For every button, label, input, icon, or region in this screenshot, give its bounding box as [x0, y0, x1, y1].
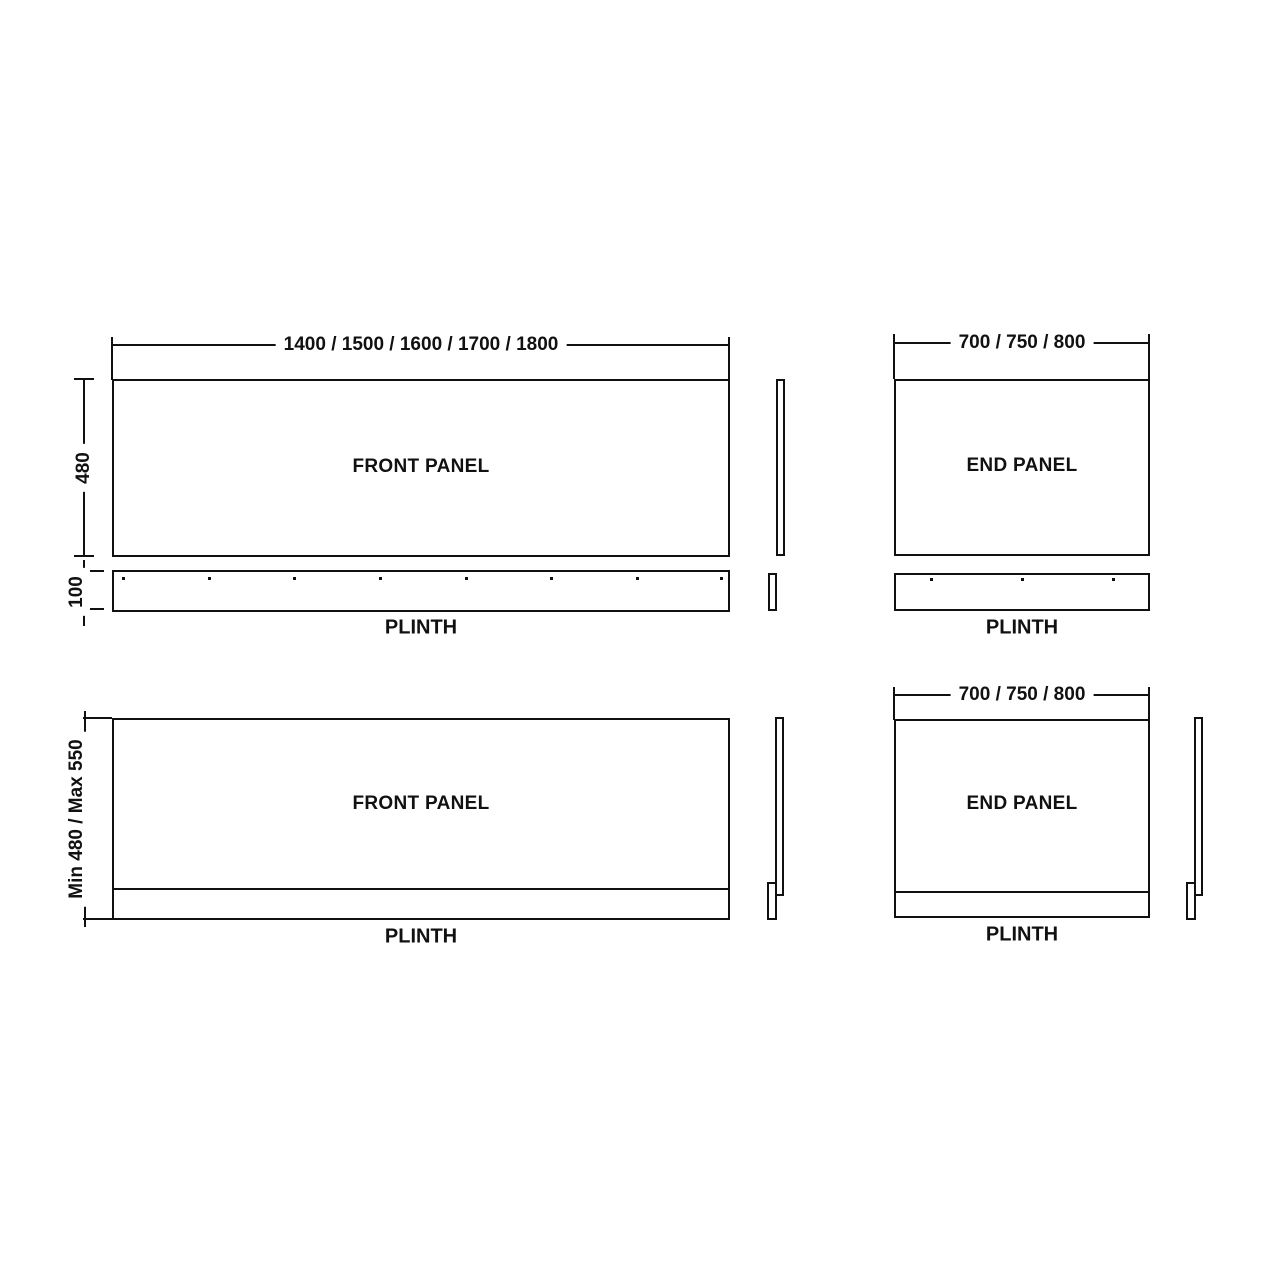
- end-panel-with-plinth-box: [894, 719, 1150, 918]
- plinth-height-dimension: 100: [64, 568, 90, 616]
- extension-line: [83, 717, 112, 719]
- dimension-tick: [88, 608, 104, 610]
- dimension-tick: [74, 378, 94, 380]
- fixing-dot: [720, 577, 723, 580]
- extension-line: [893, 334, 895, 379]
- plinth-caption: PLINTH: [985, 616, 1059, 639]
- fixing-dot: [379, 577, 382, 580]
- panel-side-profile: [776, 379, 785, 556]
- fixing-dot: [1021, 578, 1024, 581]
- end-panel-width-dimension: 700 / 750 / 800: [951, 332, 1094, 354]
- panel-side-profile: [1194, 717, 1203, 896]
- extension-line: [893, 687, 895, 720]
- extension-line: [1148, 334, 1150, 379]
- panel-side-profile: [775, 717, 784, 896]
- fixing-dot: [208, 577, 211, 580]
- front-panel-height-dimension: 480: [71, 444, 97, 492]
- end-panel-label: END PANEL: [966, 793, 1078, 814]
- front-panel-label: FRONT PANEL: [352, 456, 490, 477]
- fixing-dot: [636, 577, 639, 580]
- fixing-dot: [550, 577, 553, 580]
- extension-line: [83, 918, 112, 920]
- panel-plinth-divider: [113, 888, 729, 890]
- end-panel-width-dimension: 700 / 750 / 800: [951, 684, 1094, 706]
- dimension-tick: [74, 555, 94, 557]
- plinth-caption: PLINTH: [384, 616, 458, 639]
- fixing-dot: [122, 577, 125, 580]
- fixing-dot: [293, 577, 296, 580]
- end-panel-label: END PANEL: [966, 455, 1078, 476]
- front-panel-width-dimension: 1400 / 1500 / 1600 / 1700 / 1800: [276, 334, 567, 356]
- fixing-dot: [930, 578, 933, 581]
- plinth-side-profile: [767, 882, 777, 920]
- plinth-caption: PLINTH: [384, 925, 458, 948]
- plinth-caption: PLINTH: [985, 923, 1059, 946]
- dimension-tick: [88, 570, 104, 572]
- fixing-dot: [1112, 578, 1115, 581]
- fixing-dot: [465, 577, 468, 580]
- front-panel-minmax-height-dimension: Min 480 / Max 550: [64, 731, 90, 906]
- panel-plinth-divider: [895, 891, 1149, 893]
- plinth-side-profile: [1186, 882, 1196, 920]
- extension-line: [1148, 687, 1150, 720]
- front-panel-label: FRONT PANEL: [352, 793, 490, 814]
- plinth-side-profile: [768, 573, 777, 611]
